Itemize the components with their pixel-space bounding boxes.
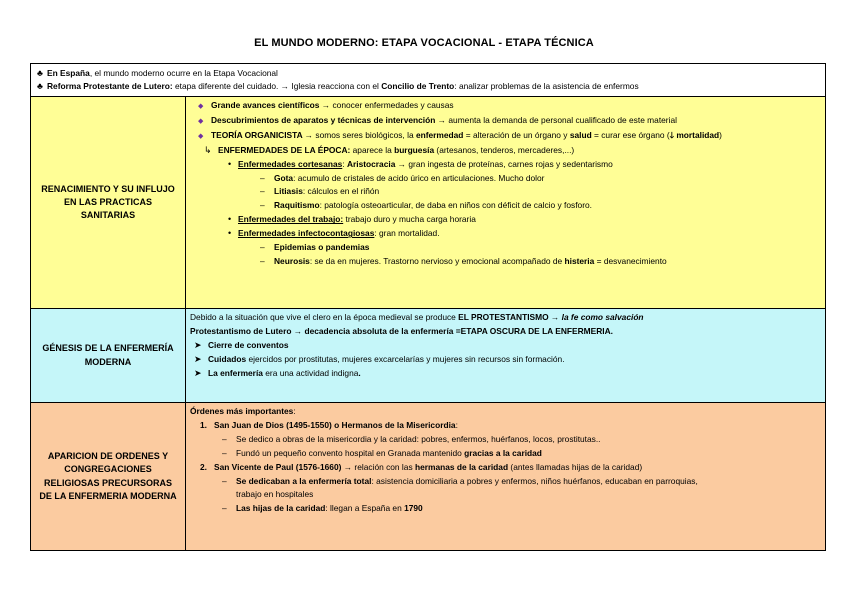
section-content [186,403,825,550]
list-item: ↳ ENFERMEDADES DE LA ÉPOCA: aparece la burguesía (artesanos, tenderos, mercaderes,...) [190,144,821,158]
arrowhead-bullet-icon: ➤ [194,339,202,350]
section-label: GÉNESIS DE LA ENFERMERÍA MODERNA [31,309,186,402]
list-item: • Enfermedades cortesanas: Aristocracia → gran ingesta de proteínas, carnes rojas y sedentarismo [190,158,821,172]
dash-bullet-icon: – [222,475,227,486]
intro-row [31,64,825,97]
section-genesis [31,309,825,403]
diamond-bullet-icon: ◆ [198,117,204,125]
list-item: – Litiasis: cálculos en el riñón [190,185,821,199]
dash-bullet-icon: – [222,503,227,514]
dash-bullet-icon: – [260,255,265,266]
list-item: – Se dedicaban a la enfermería total: asistencia domiciliaria a pobres y enfermos, niños huérfanos, educaban en parroquias, [190,475,821,489]
list-item: ◆ TEORÍA ORGANICISTA → somos seres biológicos, la enfermedad = alteración de un órgano y salud = curar ese órgano (🡓 mortalidad) [190,129,821,144]
dot-bullet-icon: • [228,228,232,239]
intro-line: ♣ En España, el mundo moderno ocurre en la Etapa Vocacional [37,68,278,78]
section-content [186,97,825,308]
section-ordenes [31,403,825,550]
summary-table [30,63,826,551]
list-item: ◆ Descubrimientos de aparatos y técnicas de intervención → aumenta la demanda de personal cualificado de este material [190,114,821,129]
diamond-bullet-icon: ◆ [198,103,204,110]
list-item: – Las hijas de la caridad: llegan a España en 1790 [190,502,821,516]
section-renacimiento [31,97,825,309]
intro-line: ♣ Reforma Protestante de Lutero: etapa diferente del cuidado. → Iglesia reacciona con el Concilio de Trento: analizar problemas de la asistencia de enfermos [37,81,639,91]
corner-arrow-icon: ↳ [204,144,212,155]
list-item: – Raquitismo: patología osteoarticular, de daba en niños con déficit de calcio y fosforo. [190,199,821,213]
paragraph-line: Órdenes más importantes: [190,406,296,416]
dash-bullet-icon: – [260,200,265,211]
clubs-bullet-icon: ♣ [37,81,43,91]
paragraph-line: Debido a la situación que vive el clero en la época medieval se produce EL PROTESTANTISMO → la fe como salvación [190,312,644,322]
list-item: ➤ Cuidados ejercidos por prostitutas, mujeres excarcelarías y mujeres sin recursos sin formación. [190,353,821,367]
list-item: ◆ Grande avances científicos → conocer enfermedades y causas [190,99,821,114]
list-item: – Neurosis: se da en mujeres. Trastorno nervioso y emocional acompañado de histeria = desvanecimiento [190,255,821,269]
section-label: RENACIMIENTO Y SU INFLUJO EN LAS PRACTICAS SANITARIAS [31,97,186,308]
dot-bullet-icon: • [228,158,232,169]
list-item: • Enfermedades del trabajo: trabajo duro y mucha carga horaria [190,213,821,227]
dash-bullet-icon: – [260,186,265,197]
dash-bullet-icon: – [260,172,265,183]
arrowhead-bullet-icon: ➤ [194,353,202,364]
list-item: • Enfermedades infectocontagiosas: gran mortalidad. [190,227,821,241]
section-content [186,309,825,402]
list-item: – Gota: acumulo de cristales de acido úrico en articulaciones. Mucho dolor [190,172,821,186]
page-title: EL MUNDO MODERNO: ETAPA VOCACIONAL - ETAPA TÉCNICA [254,37,594,49]
section-label: APARICION DE ORDENES Y CONGREGACIONES RELIGIOSAS PRECURSORAS DE LA ENFERMERIA MODERNA [31,403,186,550]
arrowhead-bullet-icon: ➤ [194,367,202,378]
dash-bullet-icon: – [260,242,265,253]
list-item: – Fundó un pequeño convento hospital en Granada mantenido gracias a la caridad [190,447,821,461]
list-item: ➤ La enfermería era una actividad indigna. [190,367,821,381]
dash-bullet-icon: – [222,433,227,444]
paragraph-line: Protestantismo de Lutero → decadencia absoluta de la enfermería =ETAPA OSCURA DE LA ENFERMERIA. [190,325,613,336]
list-item: – Se dedico a obras de la misericordia y la caridad: pobres, enfermos, huérfanos, locos, prostitutas.. [190,433,821,447]
dot-bullet-icon: • [228,214,232,225]
list-item: ➤ Cierre de conventos [190,339,821,353]
list-item: 2. San Vicente de Paul (1576-1660) → relación con las hermanas de la caridad (antes llamadas hijas de la caridad) [200,461,643,472]
diamond-bullet-icon: ◆ [198,132,204,140]
list-item-continuation: trabajo en hospitales [236,489,314,500]
list-item: 1. San Juan de Dios (1495-1550) o Hermanos de la Misericordia: [200,419,458,430]
dash-bullet-icon: – [222,447,227,458]
list-item: – Epidemias o pandemias [190,241,821,255]
clubs-bullet-icon: ♣ [37,68,43,78]
